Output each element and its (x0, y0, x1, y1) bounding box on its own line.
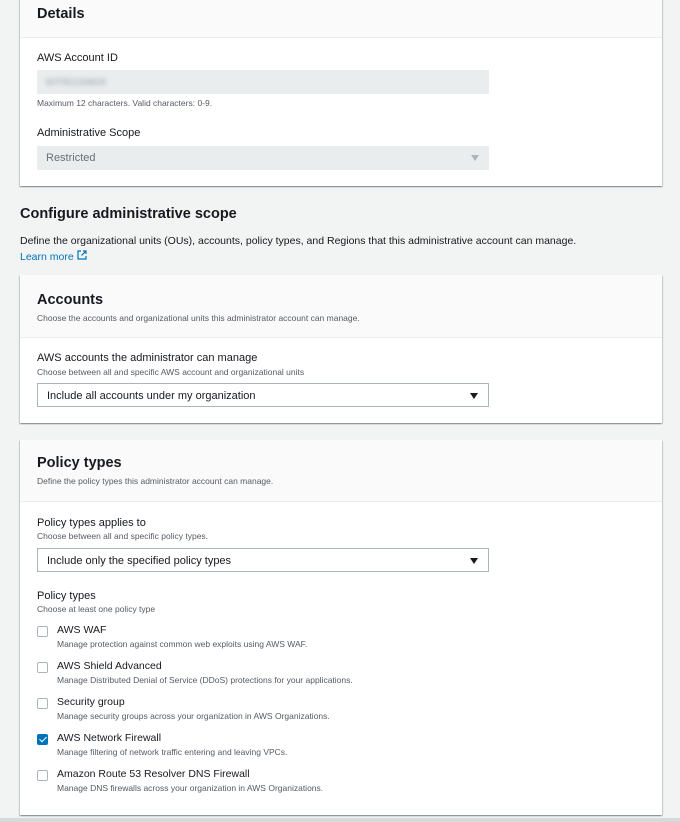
checkbox[interactable] (37, 734, 48, 745)
policy-types-hint: Choose at least one policy type (37, 604, 156, 614)
applies-select[interactable]: Include only the specified policy types (37, 548, 489, 572)
accounts-title: Accounts (37, 292, 104, 308)
caret-down-icon (470, 393, 478, 399)
option-label: Amazon Route 53 Resolver DNS Firewall (57, 768, 250, 780)
applies-hint: Choose between all and specific policy types. (37, 531, 209, 541)
accounts-field-hint: Choose between all and specific AWS account and organizational units (37, 367, 305, 377)
applies-label: Policy types applies to (37, 517, 146, 529)
account-id-hint: Maximum 12 characters. Valid characters: 0-9. (37, 98, 213, 108)
policy-title: Policy types (37, 455, 122, 471)
option-description: Manage DNS firewalls across your organization in AWS Organizations. (57, 783, 324, 793)
caret-down-icon (471, 155, 479, 161)
account-id-value: 607051234629 (46, 77, 107, 87)
option-label: AWS Shield Advanced (57, 660, 162, 672)
learn-more-link[interactable]: Learn more (20, 251, 87, 263)
accounts-panel (20, 275, 662, 423)
footer-bar (0, 818, 680, 822)
accounts-select[interactable]: Include all accounts under my organization (37, 383, 489, 407)
accounts-field-label: AWS accounts the administrator can manage (37, 352, 258, 364)
option-label: Security group (57, 696, 125, 708)
option-label: AWS WAF (57, 624, 107, 636)
details-title: Details (37, 6, 85, 22)
configure-title: Configure administrative scope (20, 206, 237, 222)
details-panel (20, 0, 662, 186)
option-description: Manage filtering of network traffic entering and leaving VPCs. (57, 747, 288, 757)
scope-label: Administrative Scope (37, 127, 141, 139)
option-description: Manage protection against common web exploits using AWS WAF. (57, 639, 308, 649)
checkbox[interactable] (37, 698, 48, 709)
account-id-input[interactable] (37, 70, 489, 94)
option-description: Manage security groups across your organization in AWS Organizations. (57, 711, 330, 721)
checkbox[interactable] (37, 626, 48, 637)
account-id-label: AWS Account ID (37, 52, 118, 64)
option-description: Manage Distributed Denial of Service (DDoS) protections for your applications. (57, 675, 353, 685)
accounts-subtitle: Choose the accounts and organizational units this administrator account can manage. (37, 313, 360, 323)
policy-types-label: Policy types (37, 590, 96, 602)
caret-down-icon (470, 558, 478, 564)
external-link-icon (77, 250, 87, 260)
configure-description: Define the organizational units (OUs), accounts, policy types, and Regions that this administrative account can manage. Learn more (20, 235, 577, 263)
option-label: AWS Network Firewall (57, 732, 162, 744)
scope-select[interactable] (37, 146, 489, 170)
scope-value: Restricted (46, 152, 96, 164)
policy-types-panel (20, 440, 662, 815)
checkbox[interactable] (37, 770, 48, 781)
checkbox[interactable] (37, 662, 48, 673)
policy-subtitle: Define the policy types this administrator account can manage. (37, 476, 274, 486)
